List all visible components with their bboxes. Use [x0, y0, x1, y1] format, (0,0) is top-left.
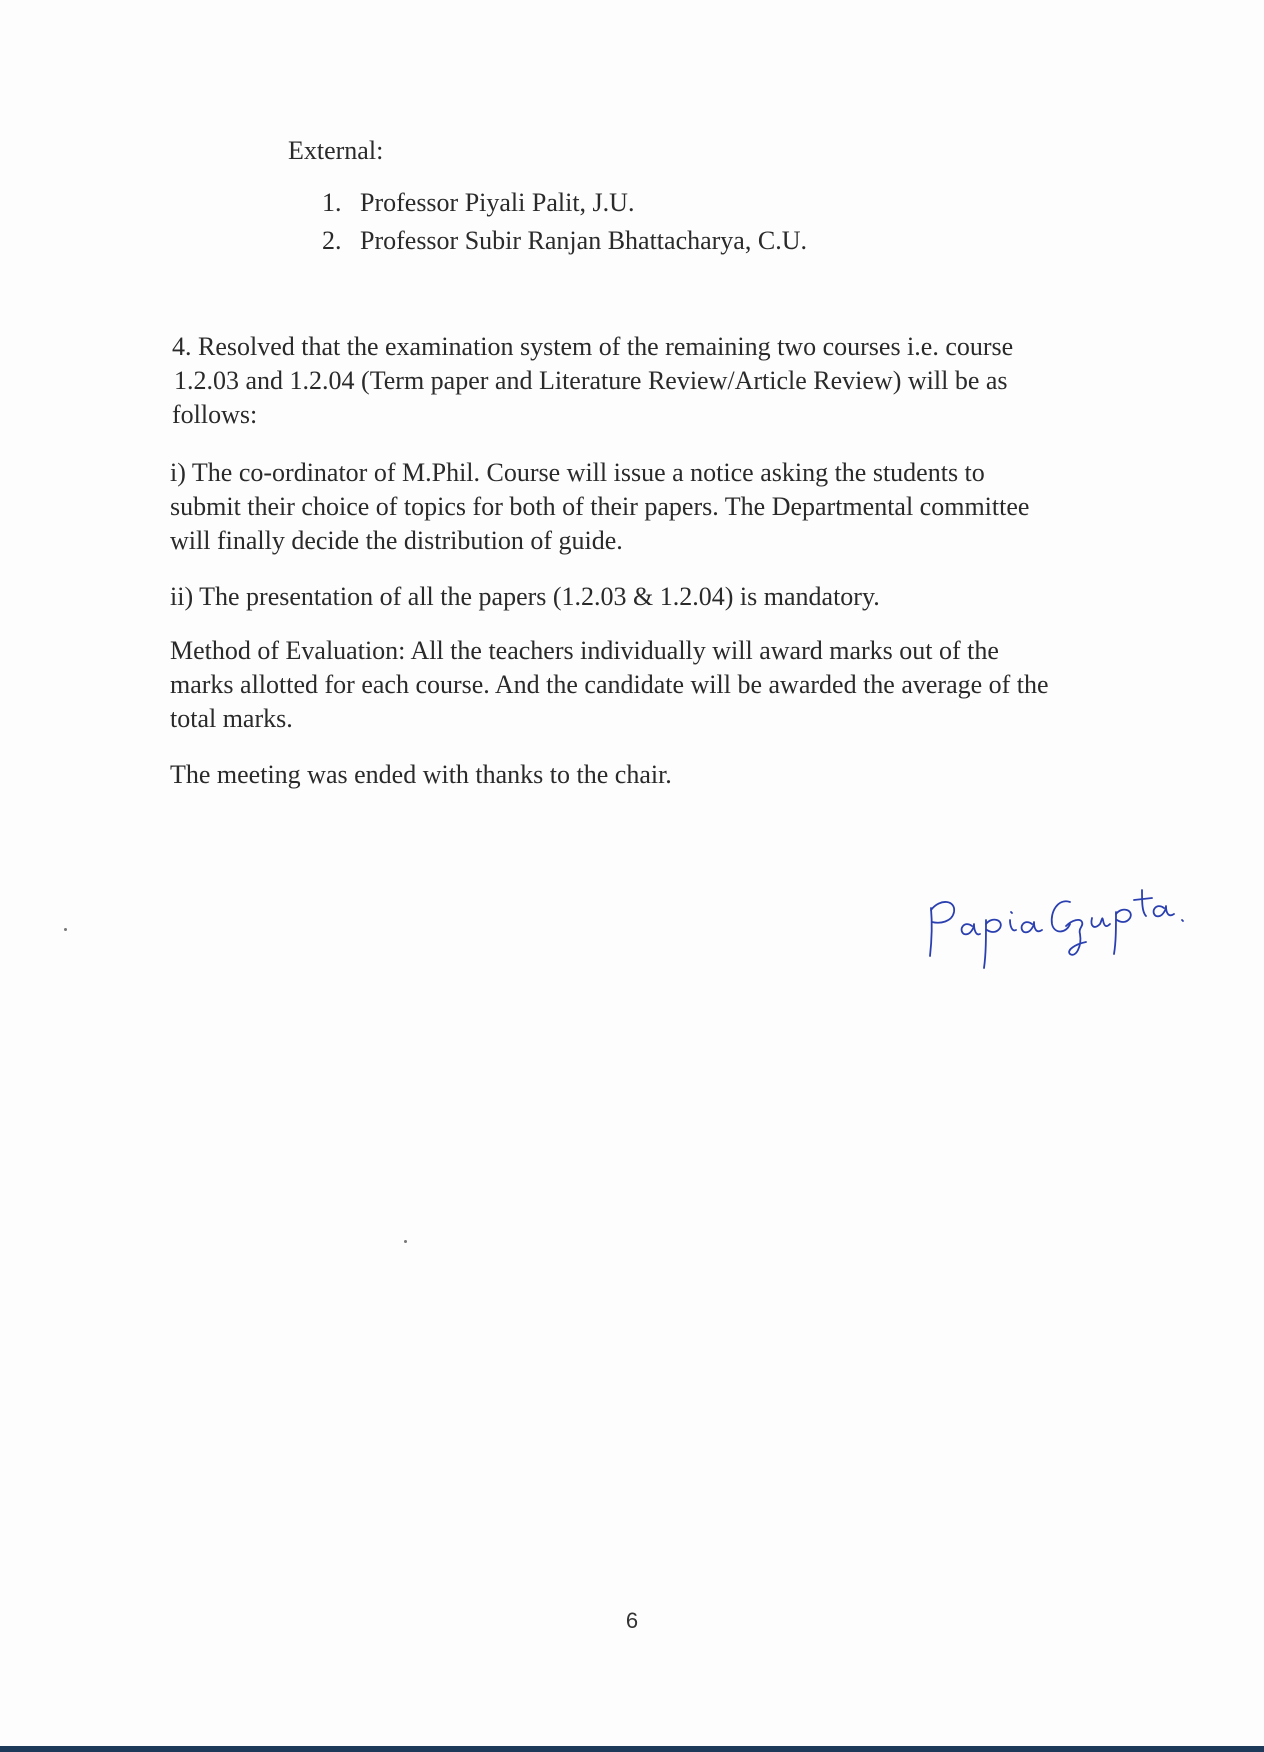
evaluation-line-2: marks allotted for each course. And the candidate will be awarded the average of the	[170, 670, 1049, 699]
resolution-line-1: 4. Resolved that the examination system of the remaining two courses i.e. course	[172, 332, 1014, 361]
point-ii: ii) The presentation of all the papers (1.2.03 & 1.2.04) is mandatory.	[170, 582, 880, 611]
point-i-line-2: submit their choice of topics for both of their papers. The Departmental committee	[170, 492, 1030, 521]
member-1-number: 1.	[322, 188, 342, 217]
resolution-line-3: follows:	[172, 400, 258, 429]
evaluation-line-3: total marks.	[170, 704, 293, 733]
closing-line: The meeting was ended with thanks to the chair.	[170, 760, 672, 789]
evaluation-line-1: Method of Evaluation: All the teachers individually will award marks out of the	[170, 636, 999, 665]
resolution-line-2: 1.2.03 and 1.2.04 (Term paper and Literature Review/Article Review) will be as	[174, 366, 1008, 395]
bottom-edge-rule	[0, 1746, 1264, 1752]
member-2-name: Professor Subir Ranjan Bhattacharya, C.U.	[360, 226, 807, 255]
member-2-number: 2.	[322, 226, 342, 255]
handwritten-signature	[920, 868, 1190, 978]
point-i-line-1: i) The co-ordinator of M.Phil. Course will issue a notice asking the students to	[170, 458, 985, 487]
page-number: 6	[625, 1608, 639, 1633]
external-heading: External:	[288, 136, 384, 165]
point-i-line-3: will finally decide the distribution of guide.	[170, 526, 623, 555]
member-1-name: Professor Piyali Palit, J.U.	[360, 188, 635, 217]
scan-speck	[404, 1240, 407, 1243]
scan-speck	[64, 928, 67, 931]
